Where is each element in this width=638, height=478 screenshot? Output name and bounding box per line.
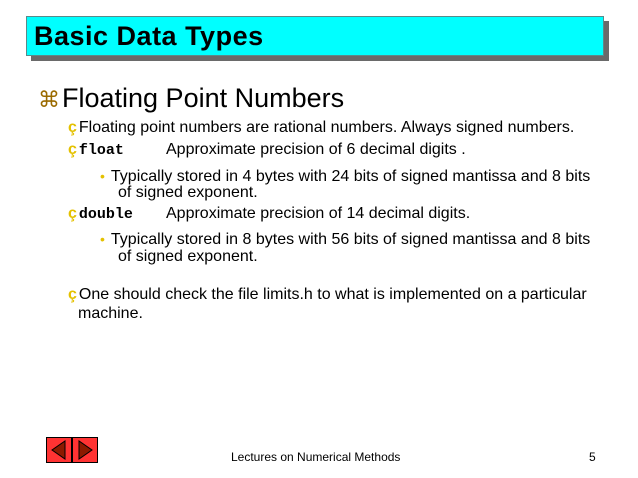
arrow-bullet-icon: ç xyxy=(68,141,77,158)
slide-title: Basic Data Types xyxy=(34,21,264,51)
left-triangle-icon xyxy=(47,438,71,462)
bullet-float xyxy=(68,140,124,161)
command-bullet-icon: ⌘ xyxy=(38,87,60,112)
arrow-bullet-icon: ç xyxy=(68,205,77,222)
double-description: Approximate precision of 14 decimal digits. xyxy=(166,205,471,222)
dot-bullet-icon: • xyxy=(100,168,105,184)
dot-bullet-icon: • xyxy=(100,231,105,247)
double-sub-text-1: Typically stored in 8 bytes with 56 bits of signed mantissa and 8 bits xyxy=(110,231,591,248)
float-sub-text-2: of signed exponent. xyxy=(118,184,258,201)
next-slide-button[interactable] xyxy=(72,437,98,463)
intro-text: Floating point numbers are rational numbers. Always signed numbers. xyxy=(78,119,575,136)
section-heading xyxy=(38,82,344,116)
title-bar xyxy=(26,16,604,56)
float-description: Approximate precision of 6 decimal digits . xyxy=(166,141,466,158)
right-triangle-icon xyxy=(73,438,97,462)
heading-text: Floating Point Numbers xyxy=(62,83,345,113)
previous-slide-button[interactable] xyxy=(46,437,72,463)
bullet-intro xyxy=(68,118,574,138)
arrow-bullet-icon: ç xyxy=(68,119,77,136)
limits-text-1: One should check the file limits.h to what is implemented on a particular xyxy=(78,286,587,303)
arrow-bullet-icon: ç xyxy=(68,286,77,303)
float-sub-text-1: Typically stored in 4 bytes with 24 bits of signed mantissa and 8 bits xyxy=(110,168,591,185)
double-keyword: double xyxy=(78,206,133,223)
bullet-double xyxy=(68,204,133,225)
limits-text-2: machine. xyxy=(78,305,143,322)
bullet-limits xyxy=(68,285,587,305)
double-sub-text-2: of signed exponent. xyxy=(118,248,258,265)
page-number: 5 xyxy=(589,450,596,464)
footer-course-title: Lectures on Numerical Methods xyxy=(231,450,401,464)
float-keyword: float xyxy=(78,142,124,159)
